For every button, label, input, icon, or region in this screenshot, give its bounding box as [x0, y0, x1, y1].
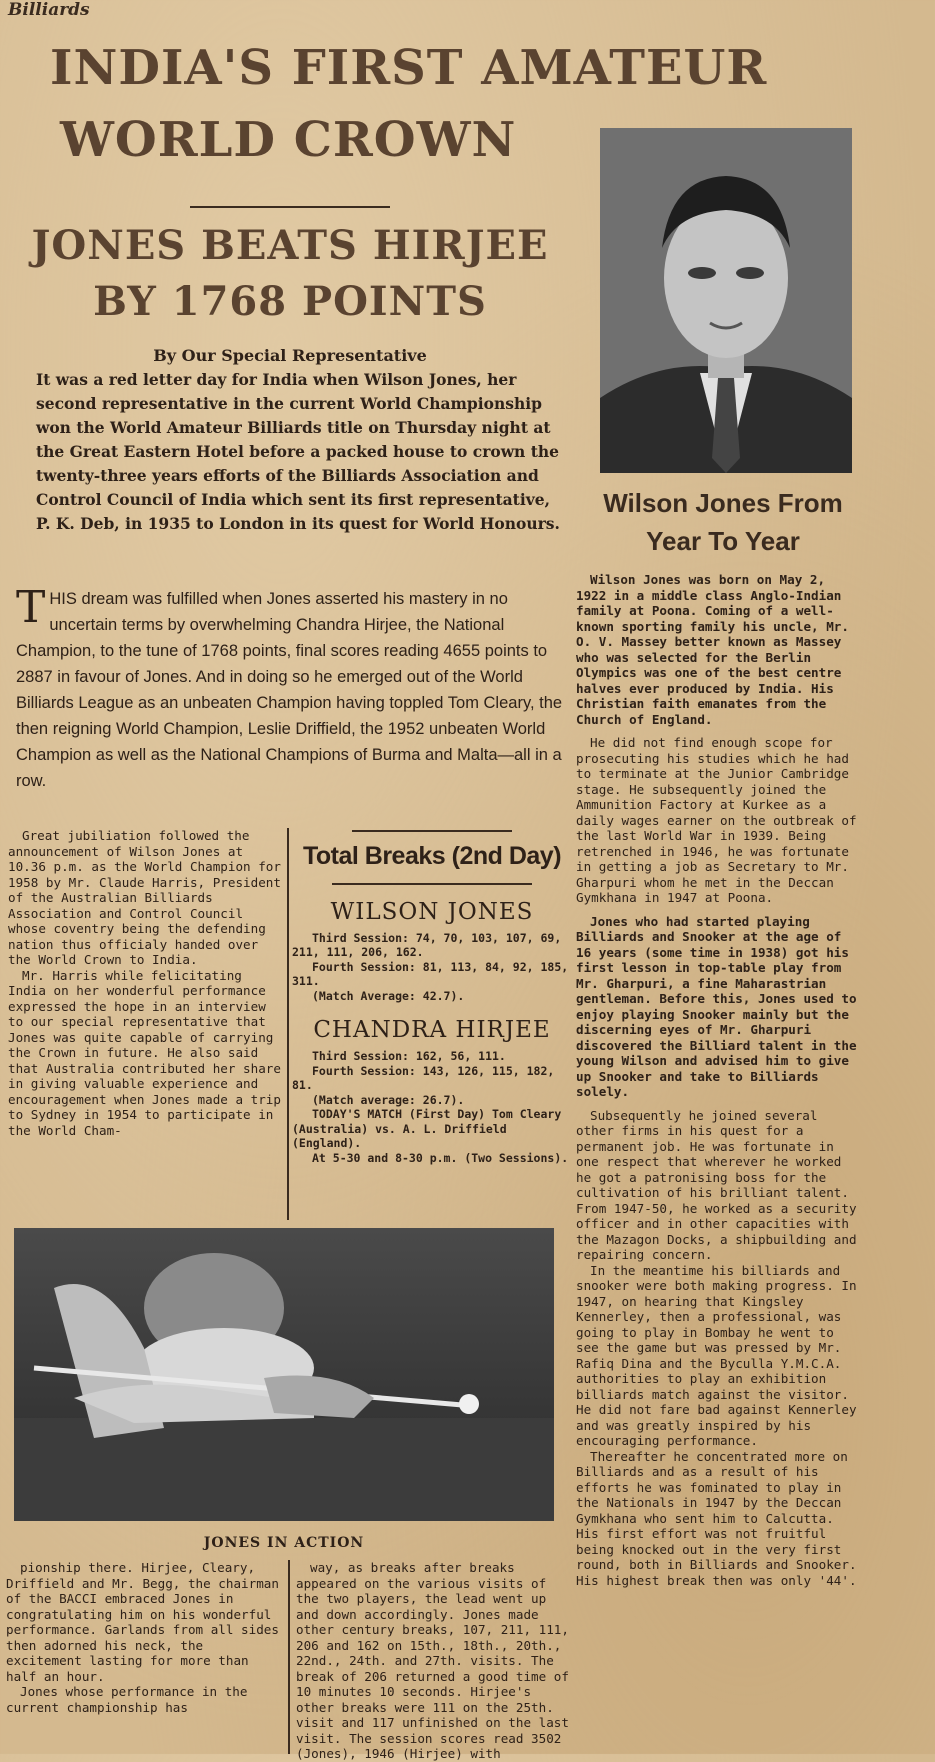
- p2-stat-4: TODAY'S MATCH (First Day) Tom Cleary (Australia) vs. A. L. Driffield (England).: [292, 1107, 562, 1150]
- subheadline-line-1: JONES BEATS HIRJEE: [31, 222, 549, 269]
- breaks-top-rule: [352, 830, 512, 832]
- sidebar-paragraph-1: Wilson Jones was born on May 2, 1922 in a middle class Anglo-Indian family at Poona. Coming of a well-known sporting family his uncle, Mr. O. V. Massey better known as Massey who was selected for the Berlin Olympics was one of the best centre halves ever produced by India. His Christian faith emanates from the Church of England.: [576, 572, 849, 727]
- headline-line-1: INDIA'S FIRST AMATEUR: [50, 40, 768, 96]
- breaks-bottom-rule: [332, 883, 532, 885]
- article-column-2: [6, 1560, 284, 1715]
- article-column-3: [296, 1560, 574, 1762]
- lead-paragraph: [16, 582, 568, 794]
- headline-divider: [190, 206, 390, 208]
- breaks-box: [292, 830, 572, 1165]
- drop-cap: T: [16, 582, 46, 633]
- action-photo: [14, 1228, 554, 1521]
- byline: By Our Special Representative: [153, 346, 427, 365]
- col2-paragraph-1: pionship there. Hirjee, Cleary, Driffield and Mr. Begg, the chairman of the BACCI embraced Jones in congratulating him on his wonderful performance. Garlands from all sides then adorned his neck, the excitement lasting for more than half an hour.: [6, 1560, 279, 1684]
- p2-stat-2: Fourth Session: 143, 126, 115, 182, 81.: [292, 1063, 555, 1092]
- player-2-name: CHANDRA HIRJEE: [313, 1017, 551, 1043]
- p2-stat-3: (Match average: 26.7).: [312, 1092, 465, 1107]
- p1-stat-3: (Match Average: 42.7).: [312, 988, 465, 1003]
- headline-line-2: WORLD CROWN: [60, 112, 517, 168]
- sidebar-column: [576, 572, 858, 1588]
- column-divider: [287, 828, 289, 1220]
- player-2-stats: [292, 1049, 572, 1165]
- article-column-1: [8, 828, 286, 1138]
- player-1-stats: [292, 931, 572, 1004]
- photo-caption: JONES IN ACTION: [203, 1535, 365, 1551]
- breaks-title: Total Breaks (2nd Day): [302, 842, 562, 870]
- portrait-photo: [600, 128, 852, 473]
- p2-stat-5: At 5-30 and 8-30 p.m. (Two Sessions).: [312, 1150, 569, 1165]
- col1-paragraph-2: Mr. Harris while felicitating India on her wonderful performance expressed the hope in an interview to our special representative that Jones was quite capable of carrying the Crown in future. He also said that Australia contributed her share in giving valuable experience and encouragement when Jones made a trip to Sydney in 1954 to participate in the World Cham-: [8, 967, 281, 1138]
- p2-stat-1: Third Session: 162, 56, 111.: [312, 1049, 506, 1063]
- col2-paragraph-2: Jones whose performance in the current championship has: [6, 1684, 248, 1715]
- player-1-name: WILSON JONES: [330, 898, 534, 925]
- p1-stat-2: Fourth Session: 81, 113, 84, 92, 185, 311.: [292, 959, 569, 988]
- sidebar-title: Wilson Jones From Year To Year: [603, 488, 843, 556]
- sidebar-paragraph-6: Thereafter he concentrated more on Billiards and as a result of his efforts he was fominated to play in the Nationals in 1947 by the Deccan Gymkhana who sent him to Calcutta. His first effort was not fruitful being knocked out in the very first round, both in Billiards and Snooker. His highest break then was only '44'.: [576, 1448, 857, 1588]
- intro-paragraph: It was a red letter day for India when Wilson Jones, her second representative in the current World Championship won the World Amateur Billiards title on Thursday night at the Great Eastern Hotel before a packed house to crown the twenty-three years efforts of the Billiards Association and Control Council of India which sent its first representative, P. K. Deb, in 1935 to London in its quest for World Honours.: [36, 370, 560, 533]
- column-divider-bottom: [288, 1560, 290, 1754]
- sidebar-paragraph-3: Jones who had started playing Billiards and Snooker at the age of 16 years (some time in 1938) got his first lesson in top-table play from Mr. Gharpuri, a fine Maharastrian gentleman. Before this, Jones used to enjoy playing Snooker mainly but the discerning eyes of Mr. Gharpuri discovered the Billiard talent in the young Wilson and advised him to give up Snooker and take to Billiards solely.: [576, 913, 857, 1099]
- col3-paragraph-1: way, as breaks after breaks appeared on the various visits of the two players, the lead went up and down accordingly. Jones made other century breaks, 107, 211, 111, 206 and 162 on 15th., 18th., 20th., 22nd., 24th. and 27th. visits. The break of 206 returned a good time of 10 minutes 10 seconds. Hirjee's other breaks were 111 on the 25th. visit and 117 unfinished on the last visit. The session scores read 3502 (Jones), 1946 (Hirjee) with: [296, 1560, 569, 1761]
- subheadline-line-2: BY 1768 POINTS: [93, 278, 487, 325]
- section-tag: Billiards: [8, 0, 90, 20]
- p1-stat-1: Third Session: 74, 70, 103, 107, 69, 211, 111, 206, 162.: [292, 930, 562, 959]
- sidebar-paragraph-5: In the meantime his billiards and snooker were both making progress. In 1947, on hearing that Kingsley Kennerley, then a professional, was going to play in Bombay he went to see the game but was pressed by Mr. Rafiq Dina and the Byculla Y.M.C.A. authorities to play an exhibition billiards match against the visitor. He did not fare bad against Kennerley and was greatly inspired by his encouraging performance.: [576, 1262, 857, 1448]
- lead-text: HIS dream was fulfilled when Jones asserted his mastery in no uncertain terms by overwhelming Chandra Hirjee, the National Champion, to the tune of 1768 points, final scores reading 4655 points to 2887 in favour of Jones. And in doing so he emerged out of the World Billiards League as an unbeaten Champion having toppled Tom Cleary, the then reigning World Champion, Leslie Driffield, the 1952 unbeaten World Champion as well as the National Champions of Burma and Malta—all in a row.: [16, 590, 563, 790]
- sidebar-paragraph-2: He did not find enough scope for prosecuting his studies which he had to terminate at the Junior Cambridge stage. He subsequently joined the Ammunition Factory at Kurkee as a daily wages earner on the outbreak of the last World War in 1939. Being retrenched in 1946, he was fortunate in getting a job as Secretary to Mr. Gharpuri whom he met in the Deccan Gymkhana in 1947 at Poona.: [576, 735, 857, 905]
- col1-paragraph-1: Great jubiliation followed the announcement of Wilson Jones at 10.36 p.m. as the World Champion for 1958 by Mr. Claude Harris, President of the Australian Billiards Association and Control Council whose coventry being the defending nation thus officialy handed over the World Crown to India.: [8, 828, 281, 967]
- sidebar-paragraph-4: Subsequently he joined several other firms in his quest for a permanent job. He was fortunate in one respect that wherever he worked he got a patronising boss for the cultivation of his brilliant talent. From 1947-50, he worked as a security officer and in other capacities with the Mazagon Docks, a shipbuilding and repairing concern.: [576, 1107, 857, 1262]
